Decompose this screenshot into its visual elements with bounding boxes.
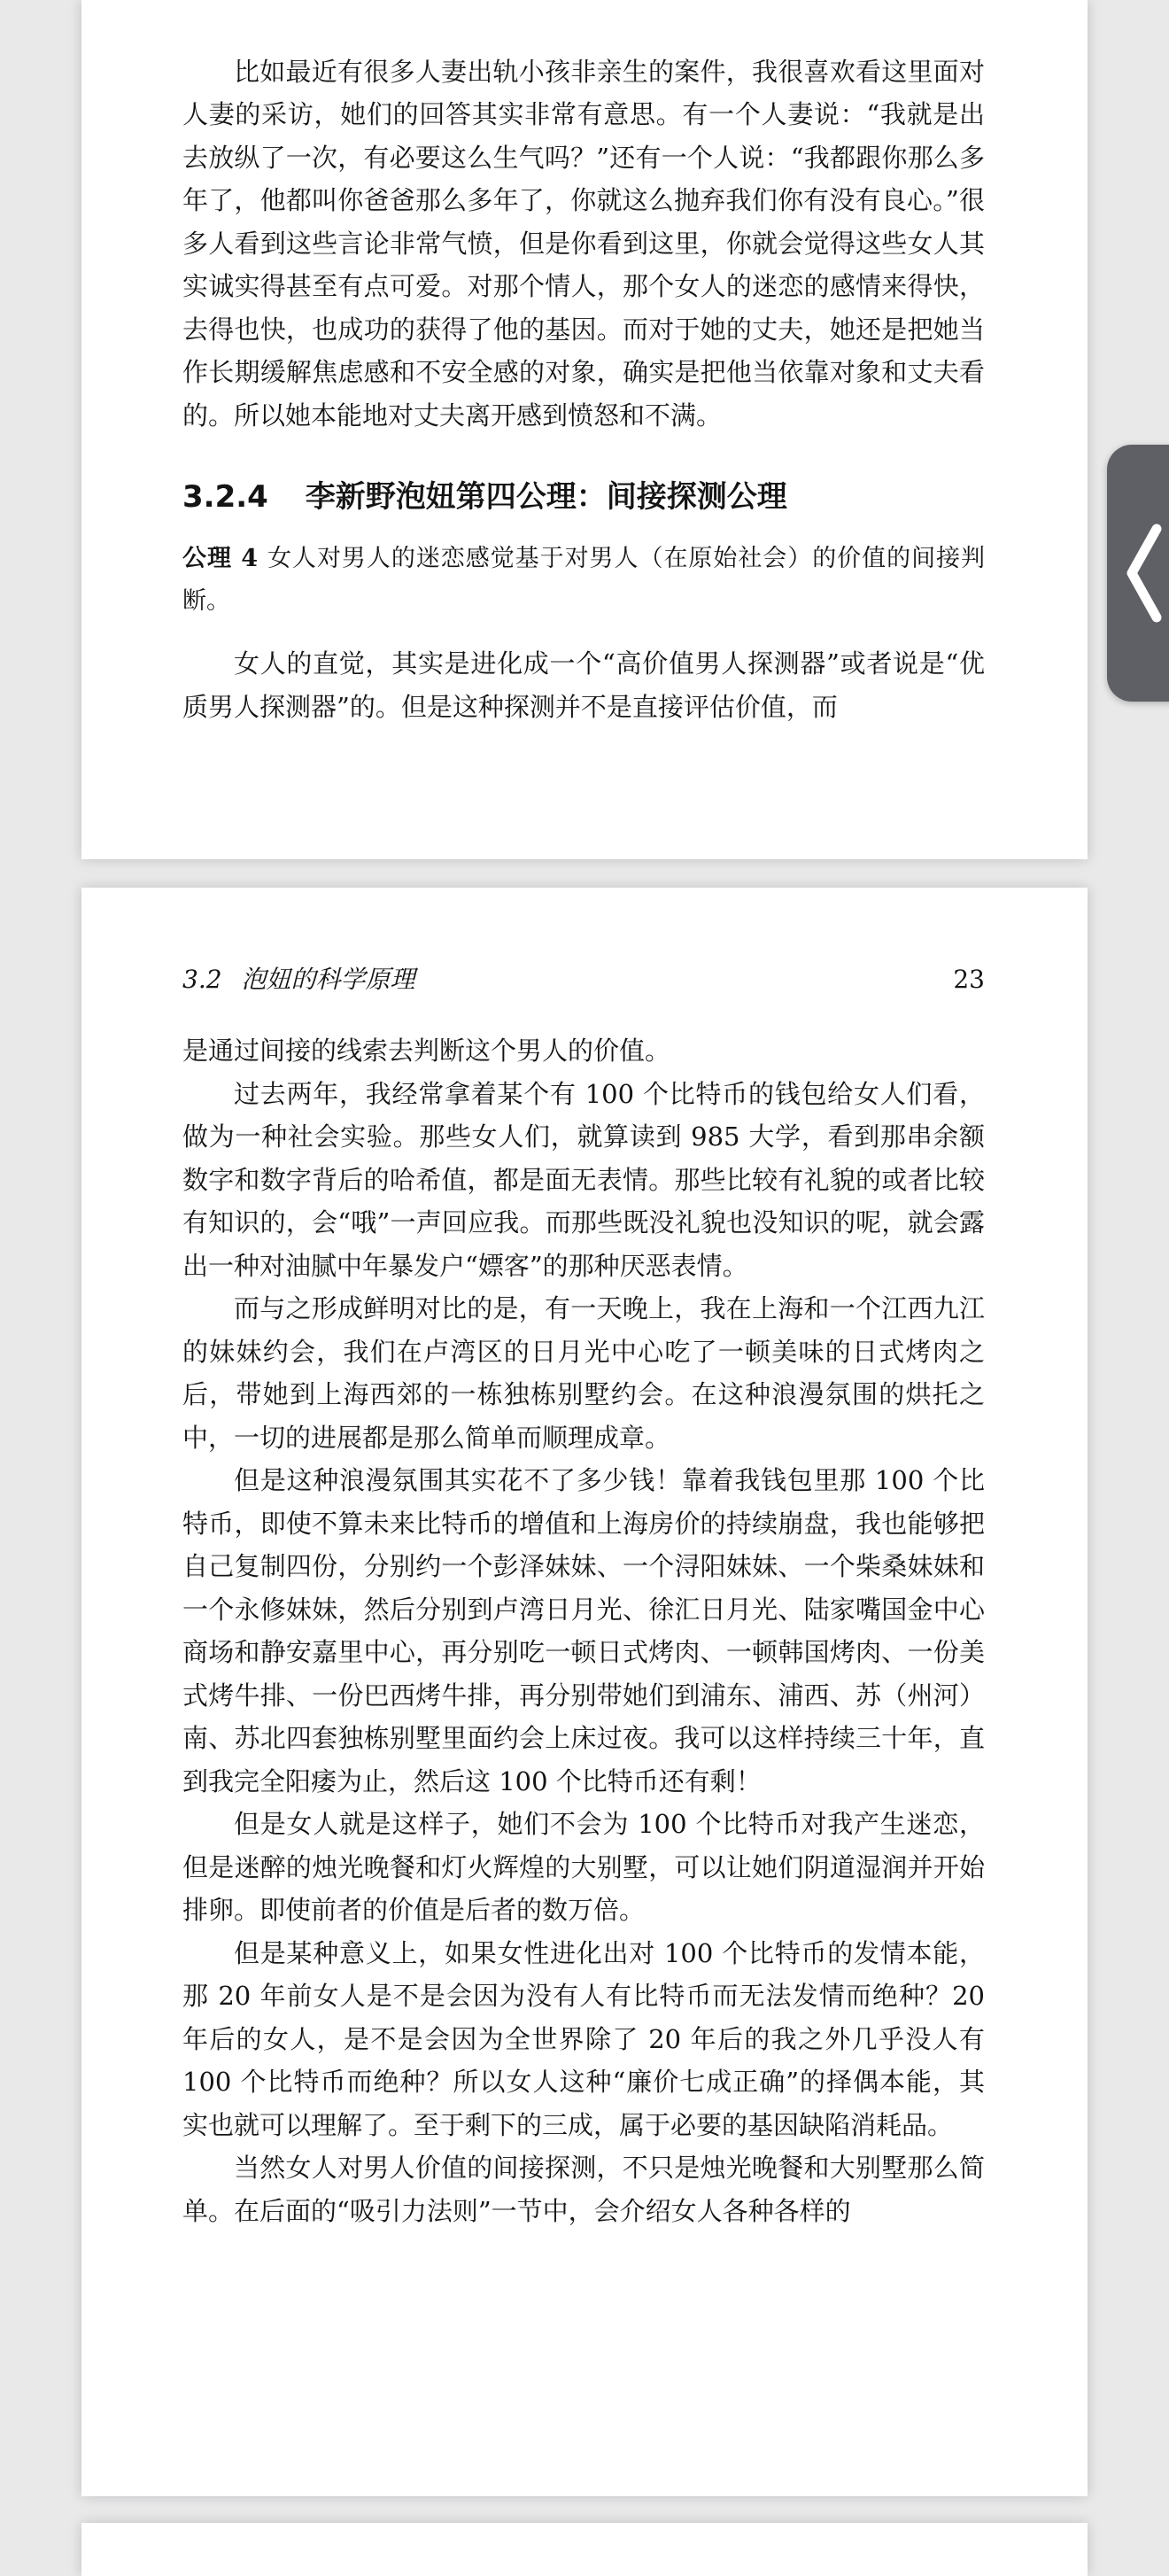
paragraph: 过去两年，我经常拿着某个有 100 个比特币的钱包给女人们看，做为一种社会实验。那些女人们，就算读到 985 大学，看到那串余额数字和数字背后的哈希值，都是面无表情。那些比较有礼貌的或者比较有知识的，会“哦”一声回应我。而那些既没礼貌也没知识的呢，就会露出一种对油腻中年暴发户“嫖客”的那种厌恶表情。 (182, 1078, 985, 1281)
paragraph: 女人的直觉，其实是进化成一个“高价值男人探测器”或者说是“优质男人探测器”的。但是这种探测并不是直接评估价值，而 (182, 648, 985, 722)
paragraph: 但是女人就是这样子，她们不会为 100 个比特币对我产生迷恋，但是迷醉的烛光晚餐和灯火辉煌的大别墅，可以让她们阴道湿润并开始排卵。即使前者的价值是后者的数万倍。 (182, 1809, 985, 1925)
axiom-label: 公理 4 (182, 545, 259, 572)
section-title: 李新野泡妞第四公理：间接探测公理 (305, 479, 787, 515)
axiom-text: 女人对男人的迷恋感觉基于对男人（在原始社会）的价值的间接判断。 (182, 545, 986, 615)
page-23 (81, 888, 1088, 2496)
axiom-statement (182, 538, 985, 623)
page-next (81, 2523, 1088, 2576)
section-heading (182, 476, 985, 518)
paragraph: 但是某种意义上，如果女性进化出对 100 个比特币的发情本能，那 20 年前女人是不是会因为没有人有比特币而无法发情而绝种？20 年后的女人，是不是会因为全世界除了 20 年后的我之外几乎没人有 100 个比特币而绝种？所以女人这种“廉价七成正确”的择偶本能，其实也就可以理解了。至于剩下的三成，属于必要的基因缺陷消耗品。 (182, 1937, 985, 2140)
paragraph: 但是这种浪漫氛围其实花不了多少钱！靠着我钱包里那 100 个比特币，即使不算未来比特币的增值和上海房价的持续崩盘，我也能够把自己复制四份，分别约一个彭泽妹妹、一个浔阳妹妹、一个柴桑妹妹和一个永修妹妹，然后分别到卢湾日月光、徐汇日月光、陆家嘴国金中心商场和静安嘉里中心，再分别吃一顿日式烤肉、一顿韩国烤肉、一份美式烤牛排、一份巴西烤牛排，再分别带她们到浦东、浦西、苏（州河）南、苏北四套独栋别墅里面约会上床过夜。我可以这样持续三十年，直到我完全阳痿为止，然后这 100 个比特币还有剩！ (182, 1465, 985, 1796)
paragraph-continuation: 是通过间接的线索去判断这个男人的价值。 (182, 1036, 671, 1066)
running-header-section-title: 泡妞的科学原理 (241, 965, 415, 994)
running-header (182, 958, 985, 1001)
page-top (81, 0, 1088, 859)
page-23-body (182, 1029, 985, 2232)
running-header-section (182, 958, 415, 1001)
running-header-section-number: 3.2 (182, 965, 222, 994)
page-number: 23 (953, 965, 985, 994)
side-panel-handle[interactable] (1107, 445, 1169, 702)
paragraph: 当然女人对男人价值的间接探测，不只是烛光晚餐和大别墅那么简单。在后面的“吸引力法则”一节中，会介绍女人各种各样的 (182, 2153, 985, 2226)
paragraph: 而与之形成鲜明对比的是，有一天晚上，我在上海和一个江西九江的妹妹约会，我们在卢湾区的日月光中心吃了一顿美味的日式烤肉之后，带她到上海西郊的一栋独栋别墅约会。在这种浪漫氛围的烘托之中，一切的进展都是那么简单而顺理成章。 (182, 1293, 985, 1453)
page-top-body (182, 50, 985, 729)
section-number: 3.2.4 (182, 479, 268, 515)
chevron-left-icon (1119, 520, 1169, 626)
paragraph: 比如最近有很多人妻出轨小孩非亲生的案件，我很喜欢看这里面对人妻的采访，她们的回答其实非常有意思。有一个人妻说：“我就是出去放纵了一次，有必要这么生气吗？”还有一个人说：“我都跟你那么多年了，他都叫你爸爸那么多年了，你就这么抛弃我们你有没有良心。”很多人看到这些言论非常气愤，但是你看到这里，你就会觉得这些女人其实诚实得甚至有点可爱。对那个情人，那个女人的迷恋的感情来得快，去得也快，也成功的获得了他的基因。而对于她的丈夫，她还是把她当作长期缓解焦虑感和不安全感的对象，确实是把他当依靠对象和丈夫看的。所以她本能地对丈夫离开感到愤怒和不满。 (182, 56, 985, 431)
